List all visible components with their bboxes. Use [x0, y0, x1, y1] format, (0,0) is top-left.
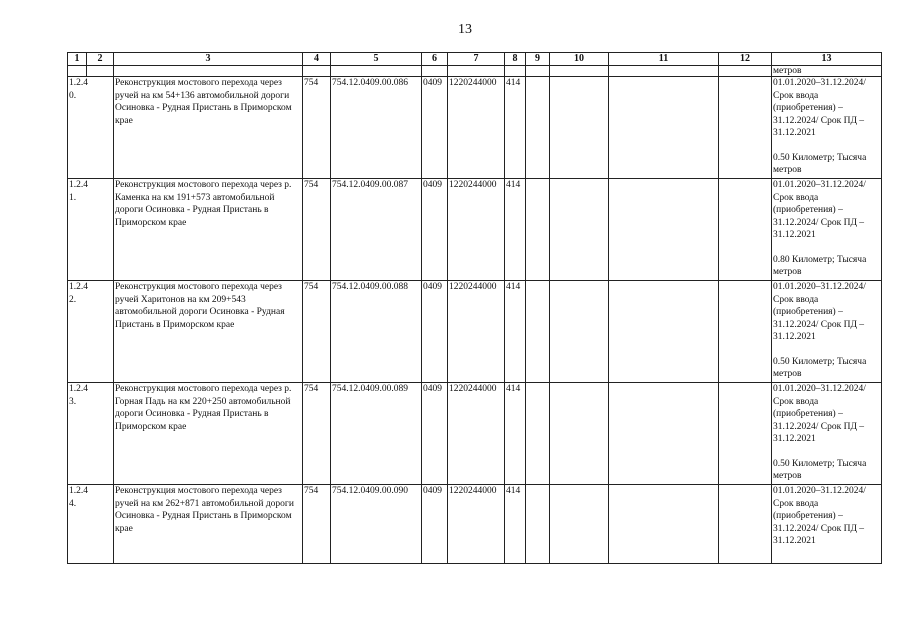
cell-section: 0409 — [422, 179, 448, 281]
cell-12 — [719, 281, 772, 383]
continuation-row — [68, 66, 882, 77]
cell-10 — [550, 485, 609, 564]
cell-name: Реконструкция мостового перехода через ручей Харитонов на км 209+543 автомобильной дороги Осиновка - Рудная Пристань в Приморском крае — [114, 281, 303, 383]
cell-13 — [772, 383, 882, 485]
col-header-7: 7 — [448, 53, 505, 66]
cell-name: Реконструкция мостового перехода через р. Горная Падь на км 220+250 автомобильной дороги Осиновка - Рудная Пристань в Приморском крае — [114, 383, 303, 485]
cell-section: 0409 — [422, 77, 448, 179]
cell-col4: 754 — [303, 77, 331, 179]
registry-table — [67, 52, 882, 564]
capacity-text: 0.80 Километр; Тысяча метров — [773, 254, 867, 277]
cell-12 — [719, 179, 772, 281]
deadline-text: 01.01.2020–31.12.2024/ Срок ввода (приобретения) – 31.12.2024/ Срок ПД – 31.12.2021 — [773, 384, 866, 444]
cell-9 — [526, 179, 550, 281]
deadline-text: 01.01.2020–31.12.2024/ Срок ввода (приобретения) – 31.12.2024/ Срок ПД – 31.12.2021 — [773, 282, 866, 342]
cell-code: 754.12.0409.00.090 — [331, 485, 422, 564]
cell-target: 1220244000 — [448, 77, 505, 179]
cell-9 — [526, 281, 550, 383]
cell-type: 414 — [505, 281, 526, 383]
cell-9 — [526, 77, 550, 179]
header-row — [68, 53, 882, 66]
cell-12 — [719, 485, 772, 564]
cell-num: 1.2.4 3. — [68, 383, 114, 485]
capacity-text: 0.50 Километр; Тысяча метров — [773, 458, 867, 481]
col-header-13: 13 — [772, 53, 882, 66]
cell-target: 1220244000 — [448, 281, 505, 383]
cell-type: 414 — [505, 383, 526, 485]
table-row — [68, 77, 882, 179]
col-header-10: 10 — [550, 53, 609, 66]
cell-num: 1.2.4 4. — [68, 485, 114, 564]
table-row — [68, 485, 882, 564]
cell-13 — [772, 179, 882, 281]
deadline-text: 01.01.2020–31.12.2024/ Срок ввода (приобретения) – 31.12.2024/ Срок ПД – 31.12.2021 — [773, 78, 866, 138]
cell-code: 754.12.0409.00.088 — [331, 281, 422, 383]
col-header-11: 11 — [609, 53, 719, 66]
cell-13 — [772, 281, 882, 383]
cell-11 — [609, 485, 719, 564]
cell-code: 754.12.0409.00.089 — [331, 383, 422, 485]
cell-10 — [550, 77, 609, 179]
cell-target: 1220244000 — [448, 383, 505, 485]
cell-11 — [609, 179, 719, 281]
cell-type: 414 — [505, 179, 526, 281]
col-header-4: 4 — [303, 53, 331, 66]
cell-target: 1220244000 — [448, 485, 505, 564]
cell-12 — [719, 383, 772, 485]
cell-col4: 754 — [303, 485, 331, 564]
col-header-5: 5 — [331, 53, 422, 66]
col-header-8: 8 — [505, 53, 526, 66]
col-header-12: 12 — [719, 53, 772, 66]
cell-11 — [609, 77, 719, 179]
cell-code: 754.12.0409.00.086 — [331, 77, 422, 179]
cell-num: 1.2.4 1. — [68, 179, 114, 281]
table-row — [68, 281, 882, 383]
deadline-text: 01.01.2020–31.12.2024/ Срок ввода (приобретения) – 31.12.2024/ Срок ПД – 31.12.2021 — [773, 486, 866, 546]
col-header-2: 2 — [87, 53, 114, 66]
cell-name: Реконструкция мостового перехода через ручей на км 262+871 автомобильной дороги Осиновка - Рудная Пристань в Приморском крае — [114, 485, 303, 564]
cell-target: 1220244000 — [448, 179, 505, 281]
cell-col4: 754 — [303, 281, 331, 383]
cell-col4: 754 — [303, 179, 331, 281]
cell-section: 0409 — [422, 281, 448, 383]
cell-10 — [550, 179, 609, 281]
cell-section: 0409 — [422, 485, 448, 564]
cell-10 — [550, 281, 609, 383]
col-header-1: 1 — [68, 53, 87, 66]
cell-9 — [526, 485, 550, 564]
cell-12 — [719, 77, 772, 179]
capacity-text: 0.50 Километр; Тысяча метров — [773, 152, 867, 175]
deadline-text: 01.01.2020–31.12.2024/ Срок ввода (приобретения) – 31.12.2024/ Срок ПД – 31.12.2021 — [773, 180, 866, 240]
col-header-6: 6 — [422, 53, 448, 66]
continuation-cell: метров — [772, 66, 882, 77]
cell-num: 1.2.4 2. — [68, 281, 114, 383]
table-row — [68, 179, 882, 281]
cell-section: 0409 — [422, 383, 448, 485]
cell-name: Реконструкция мостового перехода через ручей на км 54+136 автомобильной дороги Осиновка - Рудная Пристань в Приморском крае — [114, 77, 303, 179]
cell-type: 414 — [505, 77, 526, 179]
capacity-text: 0.50 Километр; Тысяча метров — [773, 356, 867, 379]
cell-13 — [772, 77, 882, 179]
col-header-9: 9 — [526, 53, 550, 66]
col-header-3: 3 — [114, 53, 303, 66]
table-row — [68, 383, 882, 485]
cell-11 — [609, 281, 719, 383]
cell-col4: 754 — [303, 383, 331, 485]
cell-10 — [550, 383, 609, 485]
cell-11 — [609, 383, 719, 485]
cell-name: Реконструкция мостового перехода через р. Каменка на км 191+573 автомобильной дороги Осиновка - Рудная Пристань в Приморском крае — [114, 179, 303, 281]
page-number: 13 — [458, 22, 472, 37]
cell-code: 754.12.0409.00.087 — [331, 179, 422, 281]
cell-num: 1.2.4 0. — [68, 77, 114, 179]
cell-13 — [772, 485, 882, 564]
cell-type: 414 — [505, 485, 526, 564]
cell-9 — [526, 383, 550, 485]
